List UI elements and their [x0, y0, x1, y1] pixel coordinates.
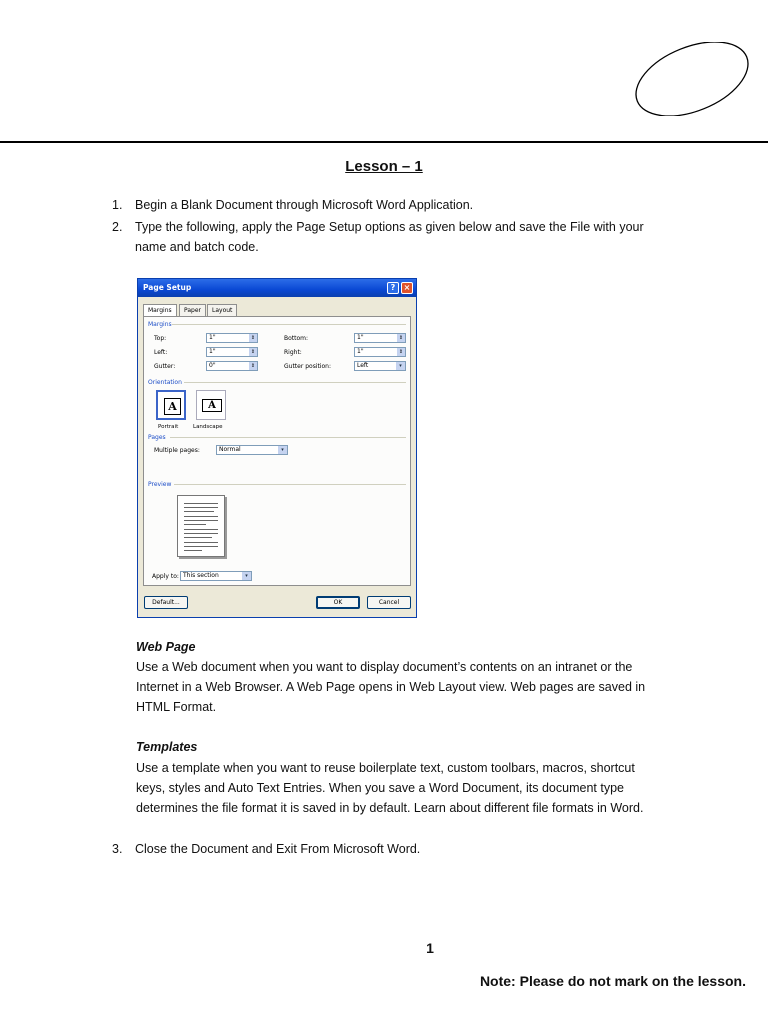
cancel-button[interactable]: Cancel	[367, 596, 411, 609]
page-number: 1	[426, 940, 434, 956]
top-margin-value: 1"	[209, 334, 216, 341]
preview-page-thumbnail	[177, 495, 225, 557]
portrait-label: Portrait	[158, 424, 179, 430]
help-icon[interactable]: ?	[387, 282, 399, 294]
top-label: Top:	[154, 335, 167, 342]
pages-group-label: Pages	[148, 434, 166, 441]
right-margin-spinner[interactable]	[354, 347, 406, 357]
gutter-spinner[interactable]	[206, 361, 258, 371]
group-divider	[172, 324, 406, 325]
chevron-down-icon[interactable]: ▾	[242, 572, 251, 580]
paragraph-line: HTML Format.	[136, 700, 217, 714]
group-divider	[170, 437, 406, 438]
lesson-title: Lesson – 1	[345, 158, 423, 175]
default-button[interactable]: Default...	[144, 596, 188, 609]
paragraph-line: determines the file format it is saved in by default. Learn about different file formats in Word.	[136, 801, 644, 815]
tab-margins[interactable]: Margins	[143, 304, 177, 317]
spin-arrows-icon[interactable]: ⇕	[250, 349, 256, 355]
step-text: Close the Document and Exit From Microsoft Word.	[135, 842, 421, 856]
gutter-position-select[interactable]	[354, 361, 406, 371]
gutter-position-label: Gutter position:	[284, 363, 332, 370]
chevron-down-icon[interactable]: ▾	[278, 446, 287, 454]
header-rule	[0, 141, 768, 143]
page-setup-dialog	[137, 278, 417, 618]
margins-group-label: Margins	[148, 321, 172, 328]
gutter-label: Gutter:	[154, 363, 176, 370]
portrait-option[interactable]	[156, 390, 186, 420]
dialog-titlebar	[138, 279, 416, 297]
apply-to-value: This section	[183, 572, 219, 579]
gutter-value: 0"	[209, 362, 216, 369]
spin-arrows-icon[interactable]: ⇕	[250, 363, 256, 369]
landscape-label: Landscape	[193, 424, 223, 430]
paragraph-line: keys, styles and Auto Text Entries. When you save a Word Document, its document type	[136, 781, 624, 795]
apply-to-label: Apply to:	[152, 573, 179, 580]
left-margin-value: 1"	[209, 348, 216, 355]
web-page-paragraph	[136, 657, 666, 717]
top-margin-spinner[interactable]	[206, 333, 258, 343]
portrait-page-icon: A	[164, 398, 181, 415]
left-label: Left:	[154, 349, 168, 356]
paragraph-line: Use a template when you want to reuse boilerplate text, custom toolbars, macros, shortcut	[136, 761, 635, 775]
spin-arrows-icon[interactable]: ⇕	[250, 335, 256, 341]
margins-tab-panel	[143, 316, 411, 586]
footer-note: Note: Please do not mark on the lesson.	[479, 973, 746, 989]
spin-arrows-icon[interactable]: ⇕	[398, 349, 404, 355]
ok-button[interactable]: OK	[316, 596, 360, 609]
header-oval-shape	[630, 42, 754, 116]
step-text: Type the following, apply the Page Setup options as given below and save the File with your name and batch code.	[135, 220, 644, 254]
right-margin-value: 1"	[357, 348, 364, 355]
multiple-pages-label: Multiple pages:	[154, 447, 200, 454]
dialog-title: Page Setup	[143, 283, 192, 292]
chevron-down-icon[interactable]: ▾	[396, 362, 405, 370]
preview-group-label: Preview	[148, 481, 172, 488]
group-divider	[174, 484, 406, 485]
templates-paragraph	[136, 758, 666, 818]
bottom-label: Bottom:	[284, 335, 309, 342]
spin-arrows-icon[interactable]: ⇕	[398, 335, 404, 341]
tab-paper[interactable]: Paper	[179, 304, 206, 316]
close-icon[interactable]: ×	[401, 282, 413, 294]
paragraph-line: Internet in a Web Browser. A Web Page opens in Web Layout view. Web pages are saved in	[136, 680, 646, 694]
landscape-option[interactable]	[196, 390, 226, 420]
step-number: 2.	[112, 220, 123, 234]
group-divider	[184, 382, 406, 383]
right-label: Right:	[284, 349, 302, 356]
templates-heading: Templates	[136, 740, 198, 754]
gutter-position-value: Left	[357, 362, 369, 369]
tab-layout[interactable]: Layout	[207, 304, 237, 316]
bottom-margin-value: 1"	[357, 334, 364, 341]
step-number: 1.	[112, 198, 123, 212]
step-text: Begin a Blank Document through Microsoft Word Application.	[135, 198, 474, 212]
landscape-page-icon: A	[202, 399, 222, 412]
multiple-pages-select[interactable]	[216, 445, 288, 455]
apply-to-select[interactable]	[180, 571, 252, 581]
left-margin-spinner[interactable]	[206, 347, 258, 357]
step-number: 3.	[112, 842, 123, 856]
paragraph-line: Use a Web document when you want to display document’s contents on an intranet or the	[136, 660, 633, 674]
bottom-margin-spinner[interactable]	[354, 333, 406, 343]
orientation-group-label: Orientation	[148, 379, 182, 386]
web-page-heading: Web Page	[136, 640, 196, 654]
multiple-pages-value: Normal	[219, 446, 241, 453]
